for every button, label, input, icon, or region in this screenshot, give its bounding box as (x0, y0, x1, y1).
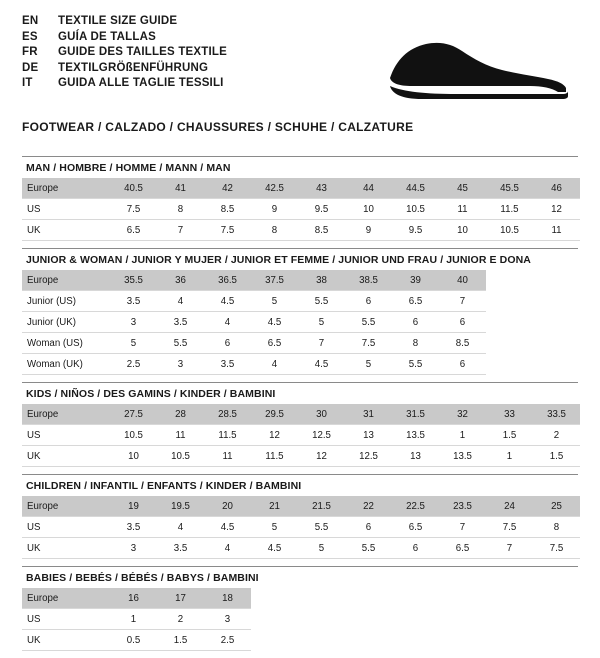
size-cell: 36.5 (204, 270, 251, 291)
size-cell: 35.5 (110, 270, 157, 291)
size-cell: 5 (251, 517, 298, 538)
size-cell: 10 (345, 199, 392, 220)
size-cell: 4.5 (251, 538, 298, 559)
size-cell: 27.5 (110, 404, 157, 425)
size-cell (392, 588, 439, 609)
language-title: TEXTILGRÖßENFÜHRUNG (58, 61, 209, 74)
size-cell: 1 (439, 425, 486, 446)
size-cell: 6 (392, 538, 439, 559)
size-cell: 5 (298, 312, 345, 333)
row-label: UK (22, 446, 110, 467)
size-table (22, 404, 580, 467)
row-label: Woman (US) (22, 333, 110, 354)
size-cell: 28.5 (204, 404, 251, 425)
size-cell: 2 (157, 609, 204, 630)
section-spacer (22, 651, 578, 658)
size-cell (533, 588, 580, 609)
row-label: UK (22, 630, 110, 651)
size-cell: 5 (110, 333, 157, 354)
size-section (22, 382, 578, 474)
size-table (22, 178, 580, 241)
size-cell: 7.5 (110, 199, 157, 220)
size-cell: 37.5 (251, 270, 298, 291)
language-code: FR (22, 46, 38, 58)
section-title: MAN / HOMBRE / HOMME / MANN / MAN (26, 162, 231, 174)
size-table (22, 588, 580, 651)
size-section (22, 156, 578, 248)
size-cell: 6 (439, 354, 486, 375)
size-cell: 43 (298, 178, 345, 199)
size-cell: 2 (533, 425, 580, 446)
size-cell: 39 (392, 270, 439, 291)
size-cell: 46 (533, 178, 580, 199)
size-cell (533, 270, 580, 291)
size-cell: 22.5 (392, 496, 439, 517)
size-cell: 11 (533, 220, 580, 241)
language-title: GUÍA DE TALLAS (58, 30, 156, 43)
size-cell (533, 630, 580, 651)
language-title: GUIDE DES TAILLES TEXTILE (58, 46, 227, 58)
row-label: US (22, 609, 110, 630)
size-cell: 4.5 (204, 517, 251, 538)
row-label: UK (22, 538, 110, 559)
size-cell: 1.5 (157, 630, 204, 651)
size-cell: 7 (298, 333, 345, 354)
size-cell: 12 (533, 199, 580, 220)
size-cell: 5.5 (392, 354, 439, 375)
row-label: Europe (22, 270, 110, 291)
table-row (22, 312, 580, 333)
size-cell (392, 609, 439, 630)
size-cell (486, 291, 533, 312)
size-cell (486, 354, 533, 375)
size-cell (345, 588, 392, 609)
size-cell: 28 (157, 404, 204, 425)
size-cell: 22 (345, 496, 392, 517)
size-cell: 6.5 (110, 220, 157, 241)
size-cell (251, 609, 298, 630)
size-cell: 10.5 (486, 220, 533, 241)
size-cell (486, 270, 533, 291)
size-cell: 10.5 (157, 446, 204, 467)
size-cell: 17 (157, 588, 204, 609)
row-label: US (22, 199, 110, 220)
size-cell: 9.5 (298, 199, 345, 220)
size-cell: 32 (439, 404, 486, 425)
table-row (22, 354, 580, 375)
size-cell (533, 312, 580, 333)
size-cell: 6 (345, 291, 392, 312)
size-cell: 5.5 (157, 333, 204, 354)
size-cell: 6 (392, 312, 439, 333)
size-cell: 4 (204, 538, 251, 559)
size-cell: 4 (251, 354, 298, 375)
size-cell: 31.5 (392, 404, 439, 425)
row-label: Europe (22, 588, 110, 609)
size-cell: 21.5 (298, 496, 345, 517)
language-title: TEXTILE SIZE GUIDE (58, 15, 178, 27)
size-cell: 1 (486, 446, 533, 467)
size-section (22, 566, 578, 658)
size-cell: 10 (110, 446, 157, 467)
size-cell: 5 (298, 538, 345, 559)
size-cell: 4.5 (204, 291, 251, 312)
section-spacer (22, 375, 578, 382)
size-cell: 11.5 (486, 199, 533, 220)
section-title: JUNIOR & WOMAN / JUNIOR Y MUJER / JUNIOR ET FEMME / JUNIOR UND FRAU / JUNIOR E DONA (26, 254, 531, 266)
size-tables (22, 156, 578, 658)
size-cell: 40 (439, 270, 486, 291)
row-label: Europe (22, 178, 110, 199)
size-cell: 21 (251, 496, 298, 517)
size-cell: 9.5 (392, 220, 439, 241)
size-cell (392, 630, 439, 651)
size-cell: 19.5 (157, 496, 204, 517)
size-cell (439, 588, 486, 609)
row-label: US (22, 425, 110, 446)
section-spacer (22, 467, 578, 474)
size-cell (533, 354, 580, 375)
size-cell: 24 (486, 496, 533, 517)
size-cell: 8 (157, 199, 204, 220)
size-cell: 1.5 (486, 425, 533, 446)
size-cell: 23.5 (439, 496, 486, 517)
table-row (22, 425, 580, 446)
language-code: ES (22, 30, 38, 43)
size-cell (439, 609, 486, 630)
language-code: DE (22, 61, 39, 74)
table-row (22, 291, 580, 312)
size-cell: 16 (110, 588, 157, 609)
size-cell (533, 609, 580, 630)
size-cell: 45.5 (486, 178, 533, 199)
size-cell: 38 (298, 270, 345, 291)
table-row (22, 446, 580, 467)
size-cell: 3 (110, 312, 157, 333)
section-spacer (22, 559, 578, 566)
size-table (22, 496, 580, 559)
size-cell: 8.5 (298, 220, 345, 241)
row-label: Europe (22, 404, 110, 425)
size-cell: 42.5 (251, 178, 298, 199)
size-cell (298, 630, 345, 651)
size-cell: 7 (439, 517, 486, 538)
size-cell: 31 (345, 404, 392, 425)
size-cell: 7.5 (345, 333, 392, 354)
size-cell: 33.5 (533, 404, 580, 425)
size-cell: 5 (345, 354, 392, 375)
size-cell: 33 (486, 404, 533, 425)
table-row (22, 630, 580, 651)
size-cell: 13.5 (392, 425, 439, 446)
language-title: GUIDA ALLE TAGLIE TESSILI (58, 77, 224, 89)
table-row (22, 178, 580, 199)
size-cell: 6.5 (439, 538, 486, 559)
size-cell: 25 (533, 496, 580, 517)
section-title: CHILDREN / INFANTIL / ENFANTS / KINDER / BAMBINI (26, 480, 302, 492)
size-cell: 5.5 (345, 312, 392, 333)
size-cell: 3 (157, 354, 204, 375)
size-cell: 13 (392, 446, 439, 467)
page-header (22, 14, 578, 106)
row-label: US (22, 517, 110, 538)
size-cell: 40.5 (110, 178, 157, 199)
size-cell: 36 (157, 270, 204, 291)
table-row (22, 199, 580, 220)
size-cell: 10.5 (392, 199, 439, 220)
size-cell (533, 333, 580, 354)
table-row (22, 404, 580, 425)
size-cell: 5.5 (298, 517, 345, 538)
size-cell: 3 (204, 609, 251, 630)
size-cell: 5.5 (298, 291, 345, 312)
size-cell: 3 (110, 538, 157, 559)
size-cell: 12.5 (345, 446, 392, 467)
size-cell: 8 (392, 333, 439, 354)
size-cell: 4 (157, 291, 204, 312)
size-cell: 6 (439, 312, 486, 333)
size-cell: 20 (204, 496, 251, 517)
size-cell: 13.5 (439, 446, 486, 467)
size-cell: 6.5 (392, 517, 439, 538)
size-cell: 30 (298, 404, 345, 425)
dress-shoe-icon (382, 30, 572, 100)
size-cell: 4.5 (298, 354, 345, 375)
size-cell: 10 (439, 220, 486, 241)
size-cell: 7 (439, 291, 486, 312)
size-cell: 44.5 (392, 178, 439, 199)
size-cell: 7 (486, 538, 533, 559)
size-cell: 12 (298, 446, 345, 467)
size-cell: 19 (110, 496, 157, 517)
table-row (22, 496, 580, 517)
size-section (22, 248, 578, 382)
size-cell (251, 630, 298, 651)
size-cell: 11 (157, 425, 204, 446)
size-cell (533, 291, 580, 312)
size-cell: 4 (157, 517, 204, 538)
language-code: EN (22, 15, 39, 27)
size-cell: 11 (439, 199, 486, 220)
size-cell: 7.5 (486, 517, 533, 538)
size-cell: 9 (251, 199, 298, 220)
table-row (22, 588, 580, 609)
size-cell: 12 (251, 425, 298, 446)
size-cell: 3.5 (157, 538, 204, 559)
table-row (22, 538, 580, 559)
size-cell: 12.5 (298, 425, 345, 446)
size-cell: 11.5 (204, 425, 251, 446)
section-title: KIDS / NIÑOS / DES GAMINS / KINDER / BAMBINI (26, 388, 276, 400)
size-section (22, 474, 578, 566)
size-cell: 18 (204, 588, 251, 609)
table-row (22, 270, 580, 291)
size-table (22, 270, 580, 375)
row-label: Europe (22, 496, 110, 517)
table-row (22, 220, 580, 241)
size-cell: 6.5 (392, 291, 439, 312)
row-label: Junior (US) (22, 291, 110, 312)
size-cell: 6 (345, 517, 392, 538)
size-cell: 6.5 (251, 333, 298, 354)
size-cell (486, 609, 533, 630)
size-cell: 42 (204, 178, 251, 199)
size-cell: 11.5 (251, 446, 298, 467)
language-row (22, 14, 578, 30)
size-cell (298, 609, 345, 630)
table-row (22, 517, 580, 538)
row-label: Junior (UK) (22, 312, 110, 333)
size-cell (439, 630, 486, 651)
size-cell (298, 588, 345, 609)
size-cell: 3.5 (110, 291, 157, 312)
size-cell: 13 (345, 425, 392, 446)
size-cell: 3.5 (157, 312, 204, 333)
size-cell (486, 333, 533, 354)
size-cell: 3.5 (110, 517, 157, 538)
size-cell (486, 630, 533, 651)
size-cell (345, 609, 392, 630)
size-cell: 8 (533, 517, 580, 538)
size-cell: 9 (345, 220, 392, 241)
size-cell: 4.5 (251, 312, 298, 333)
size-cell: 7.5 (533, 538, 580, 559)
footwear-title: FOOTWEAR / CALZADO / CHAUSSURES / SCHUHE / CALZATURE (22, 120, 414, 134)
size-cell: 0.5 (110, 630, 157, 651)
size-cell: 45 (439, 178, 486, 199)
size-cell (345, 630, 392, 651)
size-cell (251, 588, 298, 609)
row-label: Woman (UK) (22, 354, 110, 375)
size-cell: 4 (204, 312, 251, 333)
language-code: IT (22, 77, 33, 89)
size-cell: 10.5 (110, 425, 157, 446)
section-title: BABIES / BEBÉS / BÉBÉS / BABYS / BAMBINI (26, 572, 259, 584)
size-cell (486, 588, 533, 609)
size-cell: 7 (157, 220, 204, 241)
section-spacer (22, 241, 578, 248)
size-cell: 11 (204, 446, 251, 467)
size-cell: 5.5 (345, 538, 392, 559)
size-cell: 29.5 (251, 404, 298, 425)
size-cell: 6 (204, 333, 251, 354)
size-cell: 8.5 (439, 333, 486, 354)
size-cell: 3.5 (204, 354, 251, 375)
size-cell: 2.5 (204, 630, 251, 651)
size-cell: 38.5 (345, 270, 392, 291)
size-cell: 5 (251, 291, 298, 312)
size-cell: 1.5 (533, 446, 580, 467)
size-cell: 7.5 (204, 220, 251, 241)
size-cell: 8.5 (204, 199, 251, 220)
size-cell: 2.5 (110, 354, 157, 375)
row-label: UK (22, 220, 110, 241)
size-cell (486, 312, 533, 333)
size-cell: 8 (251, 220, 298, 241)
size-cell: 1 (110, 609, 157, 630)
table-row (22, 609, 580, 630)
size-cell: 41 (157, 178, 204, 199)
size-cell: 44 (345, 178, 392, 199)
table-row (22, 333, 580, 354)
